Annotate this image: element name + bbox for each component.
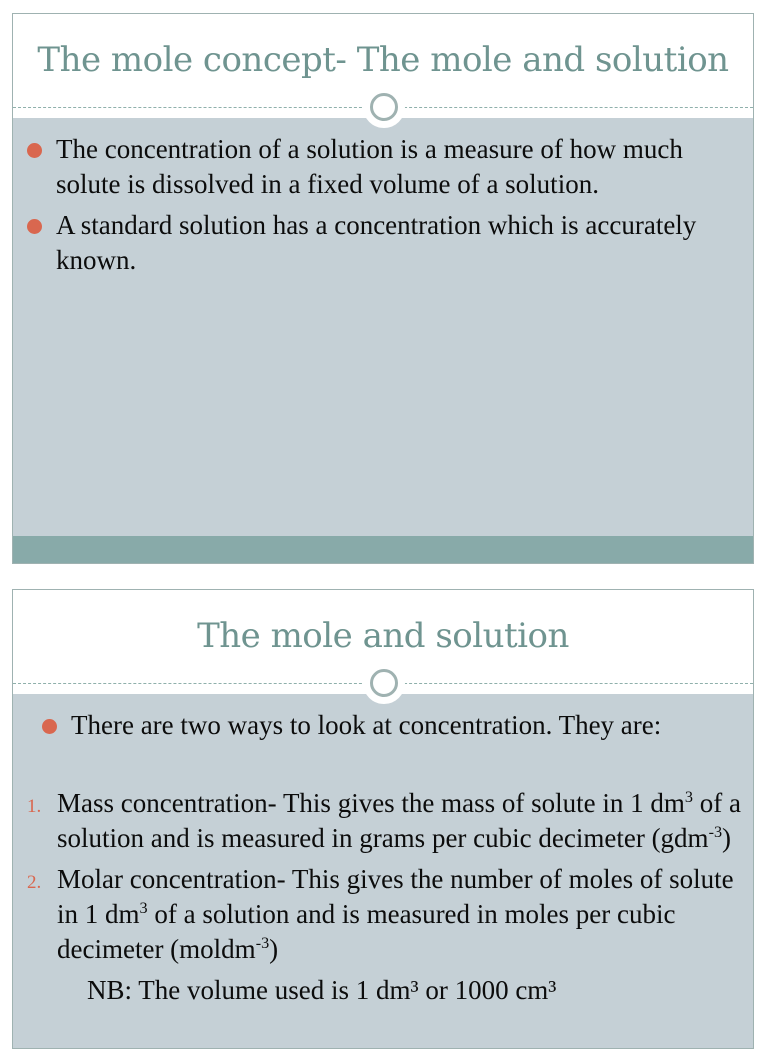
bullet-dot-icon [27, 143, 42, 158]
slide-2-title: The mole and solution [197, 616, 569, 656]
bullet-dot-icon [42, 719, 57, 734]
slide-2-numbered-list [27, 786, 747, 1014]
bullet-item [27, 208, 739, 278]
bullet-item [27, 132, 739, 202]
slide-2-title-band [13, 590, 753, 694]
numbered-item [27, 862, 747, 967]
bullet-dot-icon [27, 219, 42, 234]
numbered-text: Mass concentration- This gives the mass of solute in 1 $dm^3$ of a solution and is measured in grams per cubic decimeter (gdm$^{-3}$) [57, 788, 741, 853]
slide-2 [12, 589, 754, 1049]
bullet-text: A standard solution has a concentration which is accurately known. [56, 210, 697, 275]
numbered-text: Molar concentration- This gives the number of moles of solute in 1 $dm^3$ of a solution and is measured in moles per cubic decimeter (moldm$^{-3}$) [57, 864, 734, 964]
slide-1 [12, 13, 754, 564]
number-marker: 2. [27, 872, 42, 893]
ring-circle-icon [370, 93, 398, 121]
slide-1-title: The mole concept- The mole and solution [37, 40, 729, 80]
slide-1-ring-ornament [363, 86, 405, 128]
numbered-item [27, 786, 747, 856]
slide-2-ring-ornament [363, 662, 405, 704]
bullet-item [42, 708, 732, 743]
partial-note-line [27, 973, 747, 1008]
number-marker: 1. [27, 796, 42, 817]
bullet-text: The concentration of a solution is a measure of how much solute is dissolved in a fixed volume of a solution. [56, 134, 683, 199]
slide-1-footer-band [13, 536, 753, 563]
ring-circle-icon [370, 669, 398, 697]
slide-2-intro [42, 708, 732, 749]
bullet-text: There are two ways to look at concentration. They are: [71, 710, 662, 740]
slide-1-title-band [13, 14, 753, 118]
note-text: NB: The volume used is 1 dm³ or 1000 cm³ [87, 975, 557, 1005]
slide-1-body [27, 132, 739, 284]
